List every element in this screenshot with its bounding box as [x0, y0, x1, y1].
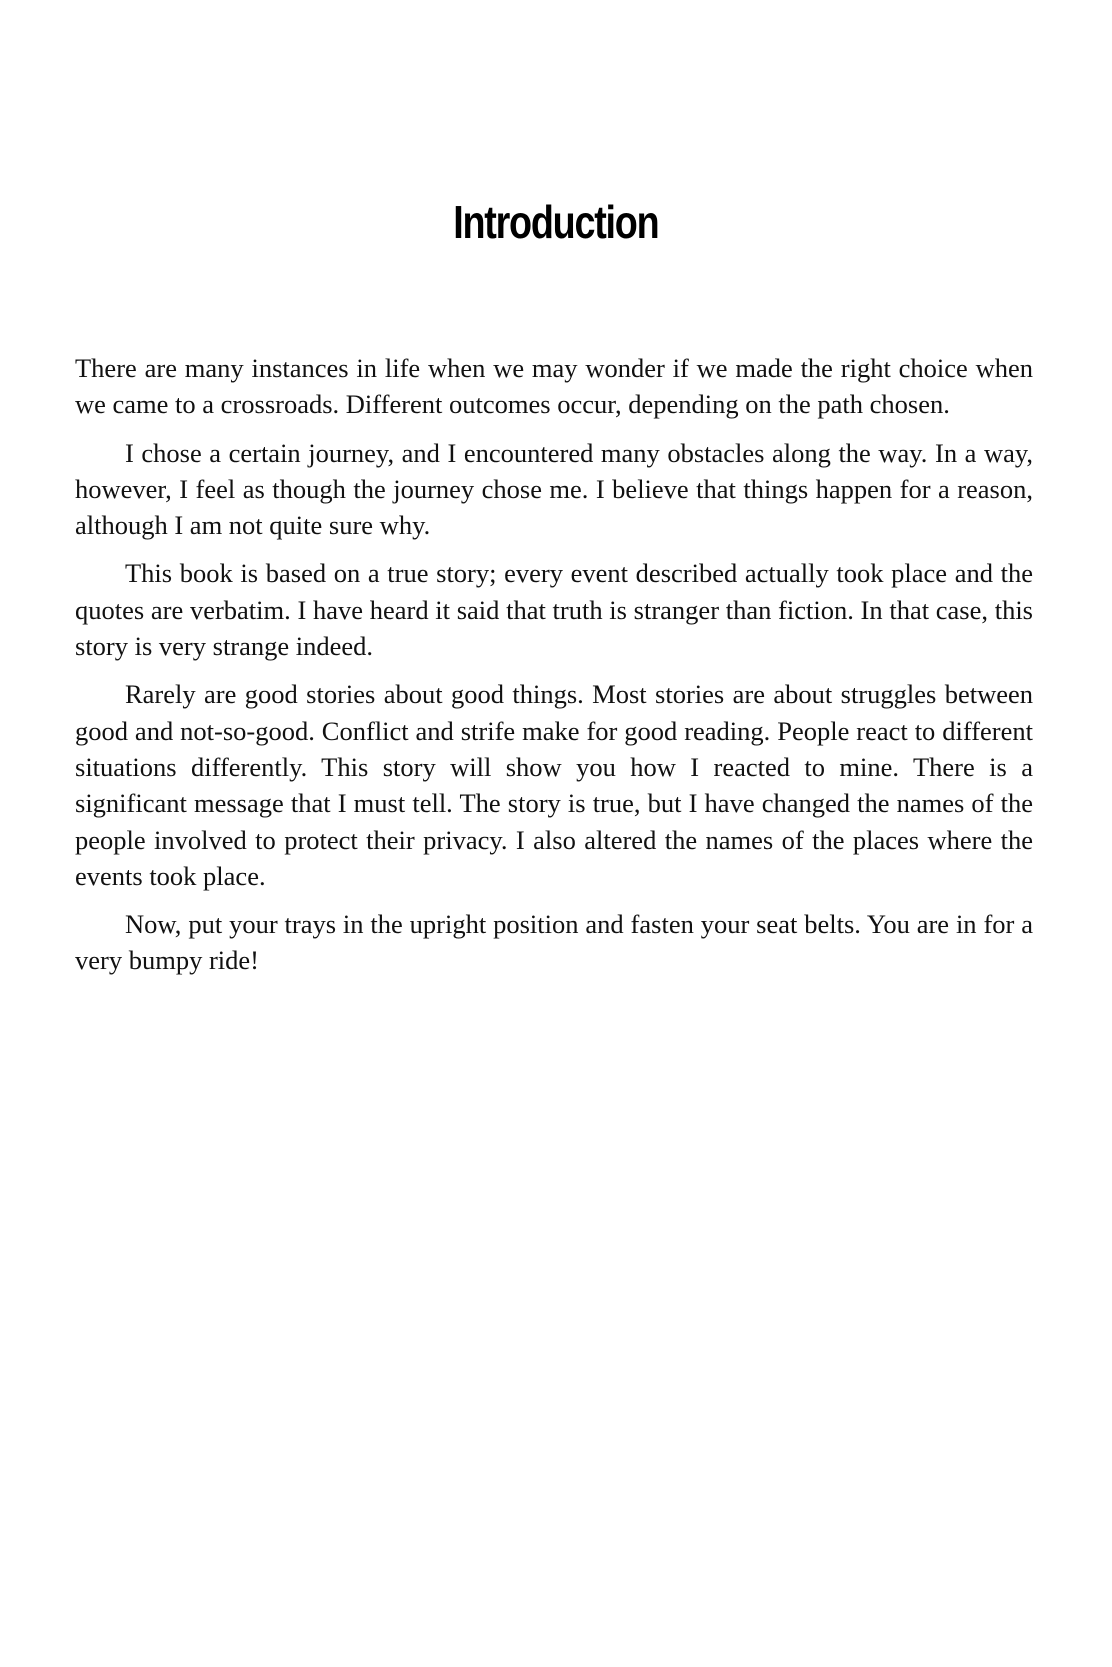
- chapter-body: [75, 350, 1033, 991]
- paragraph: Rarely are good stories about good things. Most stories are about struggles between good and not-so-good. Conflict and strife make for good reading. People react to different situations differently. This story will show you how I reacted to mine. There is a significant message that I must tell. The story is true, but I have changed the names of the people involved to protect their privacy. I also altered the names of the places where the events took place.: [75, 679, 1033, 891]
- paragraph: I chose a certain journey, and I encountered many obstacles along the way. In a way, however, I feel as though the journey chose me. I believe that things happen for a reason, although I am not quite sure why.: [75, 437, 1033, 541]
- paragraph: Now, put your trays in the upright position and fasten your seat belts. You are in for a very bumpy ride!: [75, 909, 1033, 976]
- chapter-title: Introduction: [453, 196, 659, 248]
- paragraph: This book is based on a true story; every event described actually took place and the quotes are verbatim. I have heard it said that truth is stranger than fiction. In that case, this story is very strange indeed.: [75, 558, 1033, 662]
- paragraph: There are many instances in life when we may wonder if we made the right choice when we came to a crossroads. Different outcomes occur, depending on the path chosen.: [75, 353, 1033, 420]
